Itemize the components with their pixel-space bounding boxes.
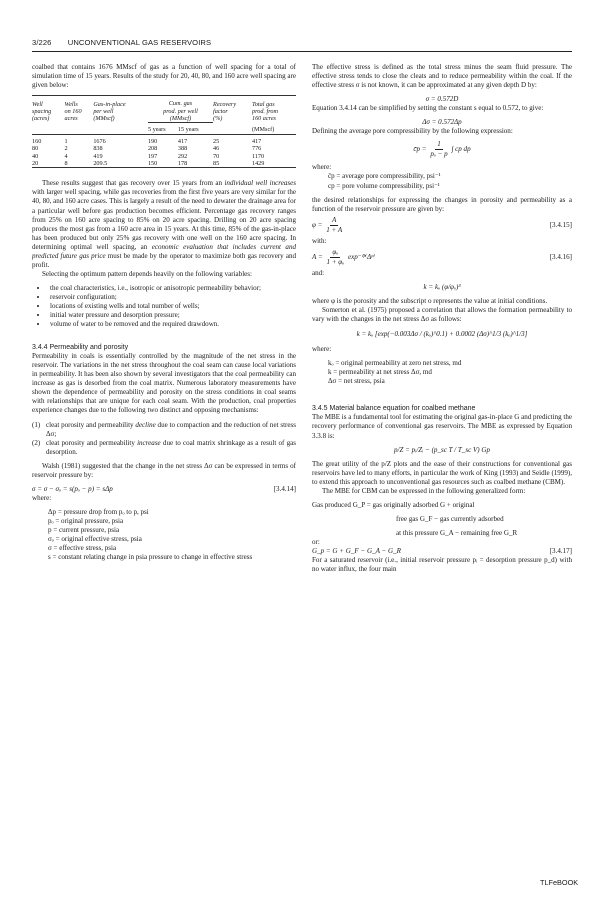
section-heading-permeability: 3.4.4 Permeability and porosity — [32, 344, 129, 352]
general-eq-line-3: at this pressure G_A − remaining free G_R — [396, 528, 518, 537]
equation-somerton: k = kₒ [exp(−0.003Δσ / (kₒ)^0.1) + 0.0002 (Δσ)^1/3 (kₒ)^1/3] — [356, 330, 528, 339]
col-header-wells: Wells on 160 acres — [64, 100, 82, 123]
general-eq-line-1: Gas produced G_P = gas originally adsorbed G + original — [312, 500, 475, 509]
equation-3-4-14: σ = σ − σₒ = s(pₒ − p) = sΔp [3.4.14] — [32, 484, 296, 493]
table-row: 40 4 419 197 292 70 1170 — [32, 152, 265, 160]
definition: s = constant relating change in psia pressure to change in effective stress — [48, 553, 253, 562]
page-number: 3/226 — [32, 38, 52, 47]
walsh-paragraph: Walsh (1981) suggested that the change in the net stress Δσ can be expressed in terms of reservoir pressure by: — [32, 461, 296, 479]
col-header-recovery: Recovery factor (%) — [213, 100, 237, 123]
footer-watermark: TLFeBOOK — [540, 878, 579, 887]
compressibility-paragraph: Defining the average pore compressibility by the following expression: — [312, 127, 513, 136]
definition: σ = effective stress, psia — [48, 544, 117, 553]
definitions-list — [312, 172, 572, 190]
equation-avg-compressibility: c̄p = $\frac{1}{\text{pₒ − p}}$ ∫ cp dp — [413, 140, 471, 159]
intro-paragraph: coalbed that contains 1676 MMscf of gas as a function of well spacing for a total of simulation time of 15 years. Results of the study for 20, 40, 80, and 160 acre well spacing are given below: — [32, 63, 296, 90]
equation-delta-sigma: Δσ = 0.572Δp — [422, 118, 462, 127]
left-column — [32, 63, 296, 562]
definitions-list — [312, 359, 572, 386]
definitions-list — [32, 508, 296, 562]
where-label: where: — [312, 163, 332, 172]
table-row: 160 1 1676 190 417 25 417 — [32, 137, 262, 145]
subheader-5-years: 5 years — [147, 126, 166, 134]
simplify-paragraph: Equation 3.4.14 can be simplified by setting the constant s equal to 0.572, to give: — [312, 104, 544, 113]
somerton-paragraph: Somerton et al. (1975) proposed a correlation that allows the formation permeability to vary with the changes in the net stress Δσ as follows: — [312, 306, 572, 324]
equation-mbe: p/Z = pᵢ/Zᵢ − (p_sc T / T_sc V) Gp — [394, 445, 490, 454]
where-label: where: — [312, 345, 332, 354]
list-item: (1) cleat porosity and permeability decline due to compaction and the reduction of net stress Δσ; — [32, 420, 297, 438]
or-label: or: — [312, 537, 320, 546]
definition: σₒ = original effective stress, psia — [48, 535, 142, 544]
mbe-paragraph: The MBE is a fundamental tool for estimating the original gas-in-place G and predicting the recovery performance of conventional gas reservoirs. The MBE as expressed by Equation 3.3.8 is: — [312, 413, 572, 440]
and-label: and: — [312, 268, 325, 277]
definition: Δσ = net stress, psia — [328, 377, 385, 386]
definition: cp = pore volume compressibility, psi⁻¹ — [328, 181, 440, 190]
definition: p = current pressure, psia — [48, 525, 120, 534]
running-title: UNCONVENTIONAL GAS RESERVOIRS — [67, 38, 212, 47]
general-eq-line-2: free gas G_F − gas currently adsorbed — [396, 514, 504, 523]
equation-3-4-15: φ = $\frac{A}{1 + A}$ [3.4.15] — [312, 215, 572, 234]
effective-stress-paragraph: The effective stress is defined as the total stress minus the seam fluid pressure. The effective stress tends to close the cleats and to reduce permeability within the coal. If the effective stress σ is not known, it can be approximated at any given depth D by: — [312, 63, 572, 90]
col-header-cum-gas: Cum. gas prod. per well (MMscf) — [163, 100, 198, 122]
definition: c̄p = average pore compressibility, psi⁻¹ — [328, 172, 441, 181]
definition: kₒ = original permeability at zero net stress, md — [328, 359, 462, 368]
porosity-paragraph: where φ is the porosity and the subscript o represents the value at initial conditions. — [312, 296, 548, 305]
variables-paragraph: Selecting the optimum pattern depends heavily on the following variables: — [42, 269, 252, 278]
relationships-paragraph: the desired relationships for expressing the changes in porosity and permeability as a function of the reservoir pressure are given by: — [312, 195, 572, 213]
equation-k: k = kₒ (φ/φₒ)³ — [423, 282, 461, 291]
table-row: 20 8 209.5 150 178 85 1429 — [32, 159, 265, 167]
definition: Δp = pressure drop from pₒ to p, psi — [48, 507, 149, 516]
list-item: • the coal characteristics, i.e., isotropic or anisotropic permeability behavior; — [48, 284, 296, 293]
definition: pₒ = original pressure, psia — [48, 516, 124, 525]
permeability-paragraph: Permeability in coals is essentially controlled by the magnitude of the net stress in the reservoir. The variations in the net stress throughout the coal seam can cause local variations in permeability. It has been also shown by several investigators that the coal permeability can increase as gas is desorbed from the coal matrix. Numerous laboratory measurements have shown the dependence of permeability and porosity on the stress conditions in coal seams with relationships that are unique for each coal seam. With the production, coal properties experience changes due to the following two distinct and opposing mechanisms: — [32, 352, 296, 415]
equation-3-4-17: G_p = G + G_F − G_A − G_R [3.4.17] — [312, 546, 572, 555]
list-item: • initial water pressure and desorption pressure; — [48, 311, 296, 320]
with-label: with: — [312, 236, 327, 245]
col-header-gip: Gas-in-place per well (MMscf) — [93, 100, 126, 123]
definition: k = permeability at net stress Δσ, md — [328, 368, 432, 377]
where-label: where: — [32, 493, 52, 502]
saturated-reservoir-paragraph: For a saturated reservoir (i.e., initial reservoir pressure pᵢ = desorption pressure p_d) with no water influx, the four main — [312, 556, 572, 574]
well-spacing-table — [32, 95, 296, 170]
col-header-well-spacing: Well spacing (acres) — [32, 100, 52, 123]
section-heading-material-balance: 3.4.5 Material balance equation for coalbed methane — [312, 405, 476, 413]
subheader-mmscf: (MMscf) — [251, 126, 275, 134]
col-header-total-gas: Total gas prod. from 160 acres — [251, 100, 278, 123]
equation-sigma: σ = 0.572D — [425, 95, 459, 104]
list-item: • reservoir configuration; — [48, 293, 296, 302]
results-paragraph: These results suggest that gas recovery over 15 years from an individual well increases with larger well spacing, while gas recoveries from the first five years are very similar for the 40, 80, and 160 acre cases. This is largely a result of the need to dewater the drainage area for a particular well before gas production becomes efficient. Percentage gas recovery ranges from 25% on 160 acre spacing to 85% on 20 acre spacing. Drilling on 20 acre spacing produces the most gas from a 160 acre area in 15 years. At this time, 85% of the gas-in-place has been produced but only 25% gas recovery with one well on the 160 acre spacing. In determining optimal well spacing, an economic evaluation that includes current and predicted future gas price must be made by the operator to maximize both gas recovery and profit. — [32, 179, 296, 269]
right-column — [312, 63, 572, 574]
list-item: • volume of water to be removed and the required drawdown. — [48, 320, 296, 329]
equation-3-4-16: A = $\frac{\text{φₒ}}{\text{1 + φₒ}}$ exp⁻ᶜ̄ᵖ⁽Δᵖ⁾ [3.4.16] — [312, 247, 572, 266]
table-row: 80 2 838 208 388 46 776 — [32, 145, 262, 153]
variables-list — [32, 284, 296, 329]
list-item: • locations of existing wells and total number of wells; — [48, 302, 296, 311]
subheader-15-years: 15 years — [177, 126, 199, 134]
list-item: (2) cleat porosity and permeability increase due to coal matrix shrinkage as a result of gas desorption. — [32, 438, 297, 456]
running-header — [32, 38, 572, 47]
header-rule — [32, 51, 572, 52]
generalized-form-paragraph: The MBE for CBM can be expressed in the following generalized form: — [322, 486, 526, 495]
pz-plots-paragraph: The great utility of the p/Z plots and the ease of their constructions for conventional gas reservoirs have led to many efforts, in particular the work of King (1993) and Seidle (1999), to extend this approach to unconventional gas resources such as coalbed methane (CBM). — [312, 459, 572, 486]
